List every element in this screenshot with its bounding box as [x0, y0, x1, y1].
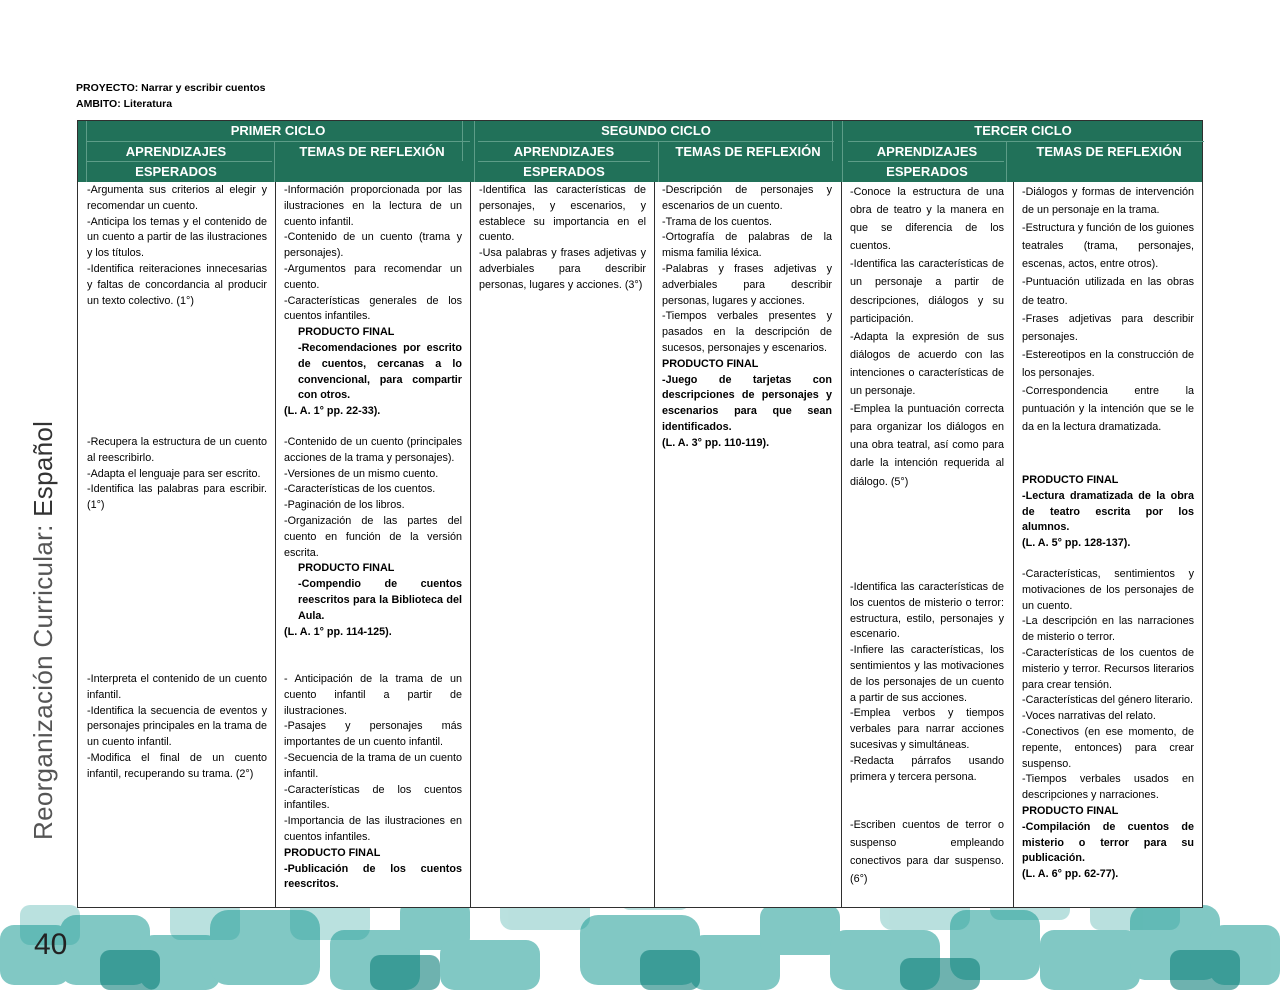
vertical-section-title: Reorganización Curricular: Español — [28, 420, 58, 840]
product-final-label: PRODUCTO FINAL — [662, 357, 759, 370]
tercer-aprendizajes-header: APRENDIZAJES ESPERADOS — [876, 144, 978, 179]
table-header — [78, 121, 1202, 182]
tercer-temas-pf-1: PRODUCTO FINAL -Lectura dramatizada de la obra de teatro escrita por los alumnos. (L. A. 5° pp. 128-137). — [1022, 474, 1194, 550]
product-final-label: PRODUCTO FINAL — [1022, 804, 1119, 817]
cycle-tercer: TERCER CICLO — [974, 123, 1072, 138]
segundo-temas-header: TEMAS DE REFLEXIÓN — [675, 144, 821, 159]
tercer-aprendizajes-block-1: -Conoce la estructura de una obra de teatro y la manera en que se diferencia de los cuentos. -Identifica las características de un personaje a partir de descripciones, diálogos y su participación. -Adapta la expresión de sus diálogos de acuerdo con las intenciones o características de un personaje. -Emplea la puntuación correcta para organizar los diálogos en una obra teatral, así como para darle la intención requerida al diálogo. (5°) — [850, 186, 1004, 488]
primer-temas-block-2: -Contenido de un cuento (principales acciones de la trama y personajes). -Versiones de un mismo cuento. -Características de los cuentos. -Paginación de los libros. -Organización de las partes del cuento en función de la versión escrita. PRODUCTO FINAL -Compendio de cuentos reescritos para la Biblioteca del Aula. (L. A. 1° pp. 114-125). — [284, 436, 462, 638]
tercer-aprendizajes-block-3: -Escriben cuentos de terror o suspenso empleando conectivos para dar suspenso. (6°) — [850, 819, 1004, 886]
curriculum-table — [77, 120, 1203, 908]
primer-temas-header: TEMAS DE REFLEXIÓN — [299, 144, 445, 159]
project-title: PROYECTO: Narrar y escribir cuentos — [76, 82, 266, 94]
segundo-temas: -Descripción de personajes y escenarios de un cuento. -Trama de los cuentos. -Ortografía de palabras de la misma familia léxica. -Palabras y frases adjetivas y adverbiales para describir personas, lugares y acciones. -Tiempos verbales presentes y pasados en la descripción de sucesos, personajes y escenarios. PRODUCTO FINAL -Juego de tarjetas con descripciones de personajes y escenarios para que sean identificados. (L. A. 3° pp. 110-119). — [662, 184, 832, 449]
tercer-temas-block-1: -Diálogos y formas de intervención de un personaje en la trama. -Estructura y función de los guiones teatrales (trama, personajes, escenas, actos, entre otros). -Puntuación utilizada en las obras de teatro. -Frases adjetivas para describir personajes. -Estereotipos en la construcción de los personajes. -Correspondencia entre la puntuación y la intención que se le da en la lectura dramatizada. — [1022, 186, 1194, 434]
primer-aprendizajes-block-3: -Interpreta el contenido de un cuento infantil. -Identifica la secuencia de eventos y personajes principales en la trama de un cuento infantil. -Modifica el final de un cuento infantil, recuperando su trama. (2°) — [87, 673, 267, 780]
primer-aprendizajes-header: APRENDIZAJES ESPERADOS — [125, 144, 227, 179]
segundo-aprendizajes-header: APRENDIZAJES ESPERADOS — [513, 144, 615, 179]
cycle-primer: PRIMER CICLO — [230, 123, 326, 138]
segundo-aprendizajes: -Identifica las características de personajes, y escenarios, y establece su importancia en el cuento. -Usa palabras y frases adjetivas y adverbiales para describir personas, lugares y acciones. (3°) — [479, 184, 646, 291]
product-final-label: PRODUCTO FINAL — [298, 562, 395, 575]
primer-aprendizajes-block-2: -Recupera la estructura de un cuento al reescribirlo. -Adapta el lenguaje para ser escrito. -Identifica las palabras para escribir. (1°) — [87, 436, 267, 512]
product-final-label: PRODUCTO FINAL — [284, 846, 381, 859]
primer-temas-block-3: - Anticipación de la trama de un cuento infantil a partir de ilustraciones. -Pasajes y personajes más importantes de un cuento infantil. -Secuencia de la trama de un cuento infantil. -Características de los cuentos infantiles. -Importancia de las ilustraciones en cuentos infantiles. PRODUCTO FINAL -Publicación de los cuentos reescritos. — [284, 673, 462, 891]
product-final-label: PRODUCTO FINAL — [298, 326, 395, 339]
product-final-label: PRODUCTO FINAL — [1022, 474, 1119, 486]
page-number: 40 — [34, 928, 68, 961]
tercer-temas-header: TEMAS DE REFLEXIÓN — [1036, 144, 1182, 159]
primer-aprendizajes-block-1: -Argumenta sus criterios al elegir y recomendar un cuento. -Anticipa los temas y el contenido de un cuento a partir de las ilustraciones y los títulos. -Identifica reiteraciones innecesarias y faltas de concordancia al producir un texto colectivo. (1°) — [87, 184, 267, 307]
cycle-segundo: SEGUNDO CICLO — [601, 123, 711, 138]
primer-temas-block-1: -Información proporcionada por las ilustraciones en la lectura de un cuento infantil. -Contenido de un cuento (trama y personajes). -Argumentos para recomendar un cuento. -Características generales de los cuentos infantiles. PRODUCTO FINAL -Recomendaciones por escrito de cuentos, cercanas a lo convencional, para compartir con otros. (L. A. 1° pp. 22-33). — [284, 184, 462, 418]
tercer-temas-block-2: -Características, sentimientos y motivaciones de los personajes de un cuento. -La descripción en las narraciones de misterio o terror. -Características de los cuentos de misterio y terror. Recursos literarios para crear tensión. -Características del género literario. -Voces narrativas del relato. -Conectivos (en ese momento, de repente, entonces) para crear suspenso. -Tiempos verbales usados en descripciones y narraciones. PRODUCTO FINAL -Compilación de cuentos de misterio o terror para su publicación. (L. A. 6° pp. 62-77). — [1022, 568, 1194, 881]
tercer-aprendizajes-block-2: -Identifica las características de los cuentos de misterio o terror: estructura, estilo, personajes y escenario. -Infiere las características, los sentimientos y las motivaciones de los personajes de un cuento a partir de sus acciones. -Emplea verbos y tiempos verbales para narrar acciones sucesivas y simultáneas. -Redacta párrafos usando primera y tercera persona. — [850, 581, 1004, 783]
ambito-title: AMBITO: Literatura — [76, 98, 173, 110]
project-header — [76, 80, 265, 112]
